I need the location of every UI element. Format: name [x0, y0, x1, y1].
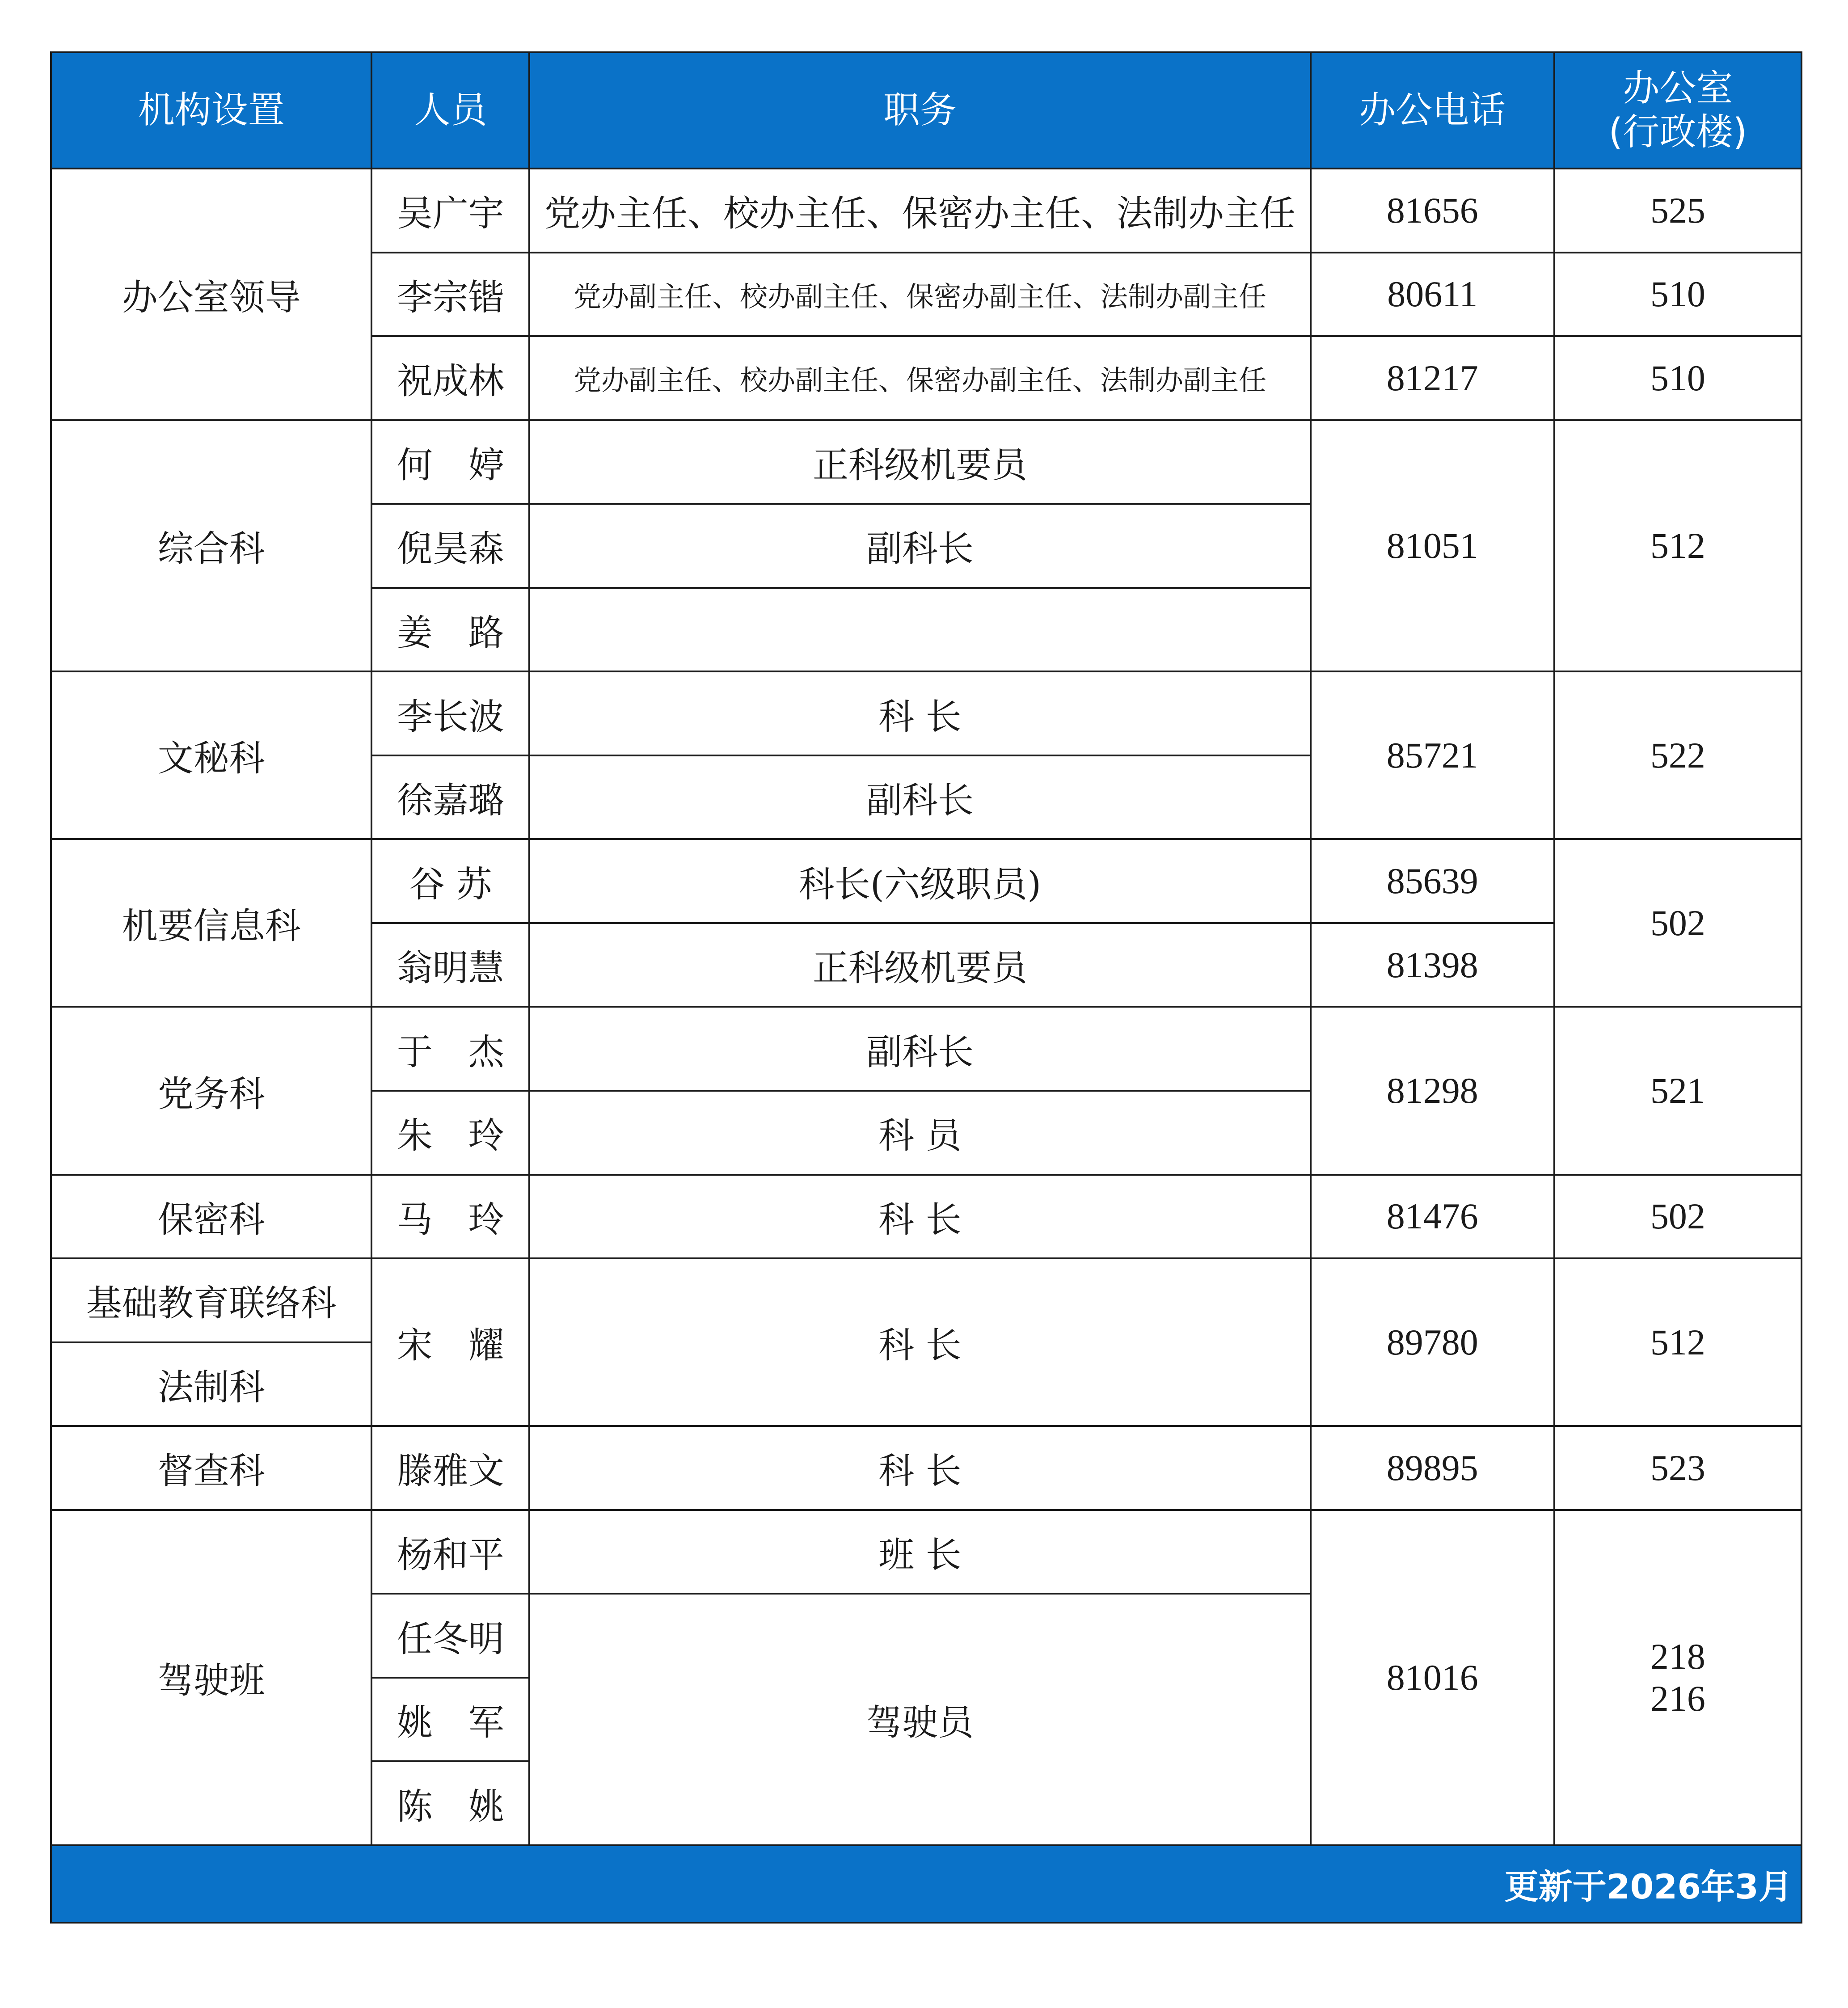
- table-row: [51, 1258, 1802, 1342]
- header-office-line1: 办公室: [1623, 67, 1733, 110]
- duty-cell: 科 员: [529, 1091, 1311, 1175]
- duty-cell: 副科长: [529, 504, 1311, 588]
- person-cell: 姜 路: [371, 588, 529, 672]
- directory-table: [50, 51, 1802, 1924]
- header-phone: 办公电话: [1311, 52, 1554, 169]
- table-row: [51, 1175, 1802, 1259]
- table-row: [51, 1007, 1802, 1091]
- header-dept: 机构设置: [51, 52, 371, 169]
- person-cell: 祝成林: [371, 336, 529, 420]
- table-row: [51, 671, 1802, 755]
- header-row: [51, 52, 1802, 169]
- office-cell: 521: [1554, 1007, 1802, 1174]
- office-cell: 512: [1554, 420, 1802, 672]
- dept-cell: 文秘科: [51, 671, 371, 839]
- footer-row: [51, 1845, 1802, 1923]
- phone-cell: 81398: [1311, 923, 1554, 1007]
- phone-cell: 81051: [1311, 420, 1554, 672]
- office-cell: 502: [1554, 1175, 1802, 1259]
- person-cell: 于 杰: [371, 1007, 529, 1091]
- office-cell: 522: [1554, 671, 1802, 839]
- person-cell: 宋 耀: [371, 1258, 529, 1426]
- table-row: [51, 420, 1802, 504]
- phone-cell: 81016: [1311, 1510, 1554, 1845]
- person-cell: 姚 军: [371, 1678, 529, 1762]
- person-cell: 任冬明: [371, 1594, 529, 1678]
- duty-cell: 科 长: [529, 1426, 1311, 1510]
- dept-cell: 督查科: [51, 1426, 371, 1510]
- dept-cell: 保密科: [51, 1175, 371, 1259]
- office-cell: 525: [1554, 169, 1802, 253]
- office-cell: 510: [1554, 253, 1802, 337]
- header-person: 人员: [371, 52, 529, 169]
- person-cell: 陈 姚: [371, 1761, 529, 1845]
- dept-cell: 办公室领导: [51, 169, 371, 420]
- duty-cell: 党办副主任、校办副主任、保密办副主任、法制办副主任: [529, 336, 1311, 420]
- duty-cell: 正科级机要员: [529, 923, 1311, 1007]
- person-cell: 杨和平: [371, 1510, 529, 1594]
- office-line1: 218: [1650, 1636, 1705, 1677]
- duty-cell: 党办副主任、校办副主任、保密办副主任、法制办副主任: [529, 253, 1311, 337]
- phone-cell: 85639: [1311, 839, 1554, 923]
- header-office: [1554, 52, 1802, 169]
- table-row: [51, 169, 1802, 253]
- phone-cell: 85721: [1311, 671, 1554, 839]
- phone-cell: 81476: [1311, 1175, 1554, 1259]
- person-cell: 滕雅文: [371, 1426, 529, 1510]
- phone-cell: 81217: [1311, 336, 1554, 420]
- header-duty: 职务: [529, 52, 1311, 169]
- person-cell: 翁明慧: [371, 923, 529, 1007]
- person-cell: 朱 玲: [371, 1091, 529, 1175]
- person-cell: 李长波: [371, 671, 529, 755]
- person-cell: 徐嘉璐: [371, 755, 529, 839]
- duty-cell: 党办主任、校办主任、保密办主任、法制办主任: [529, 169, 1311, 253]
- person-cell: 李宗锴: [371, 253, 529, 337]
- office-cell: 510: [1554, 336, 1802, 420]
- dept-cell: 综合科: [51, 420, 371, 672]
- table-row: [51, 839, 1802, 923]
- duty-cell: [529, 588, 1311, 672]
- phone-cell: 89895: [1311, 1426, 1554, 1510]
- duty-cell: 科长(六级职员): [529, 839, 1311, 923]
- dept-cell: 基础教育联络科: [51, 1258, 371, 1342]
- office-cell: 512: [1554, 1258, 1802, 1426]
- office-cell: 523: [1554, 1426, 1802, 1510]
- dept-cell: 法制科: [51, 1342, 371, 1426]
- phone-cell: 89780: [1311, 1258, 1554, 1426]
- header-office-line2: (行政楼): [1608, 111, 1747, 153]
- duty-cell: 科 长: [529, 671, 1311, 755]
- update-note: 更新于2026年3月: [51, 1845, 1802, 1923]
- duty-cell: 副科长: [529, 755, 1311, 839]
- person-cell: 何 婷: [371, 420, 529, 504]
- office-cell: [1554, 1510, 1802, 1845]
- duty-cell: 科 长: [529, 1258, 1311, 1426]
- dept-cell: 机要信息科: [51, 839, 371, 1007]
- office-line2: 216: [1650, 1678, 1705, 1719]
- phone-cell: 80611: [1311, 253, 1554, 337]
- duty-cell: 副科长: [529, 1007, 1311, 1091]
- dept-cell: 党务科: [51, 1007, 371, 1174]
- person-cell: 吴广宇: [371, 169, 529, 253]
- duty-cell: 正科级机要员: [529, 420, 1311, 504]
- duty-cell: 科 长: [529, 1175, 1311, 1259]
- table-row: [51, 1510, 1802, 1594]
- phone-cell: 81656: [1311, 169, 1554, 253]
- office-cell: 502: [1554, 839, 1802, 1007]
- duty-cell: 驾驶员: [529, 1594, 1311, 1845]
- person-cell: 谷 苏: [371, 839, 529, 923]
- phone-cell: 81298: [1311, 1007, 1554, 1174]
- duty-cell: 班 长: [529, 1510, 1311, 1594]
- person-cell: 倪昊森: [371, 504, 529, 588]
- table-row: [51, 1426, 1802, 1510]
- dept-cell: 驾驶班: [51, 1510, 371, 1845]
- person-cell: 马 玲: [371, 1175, 529, 1259]
